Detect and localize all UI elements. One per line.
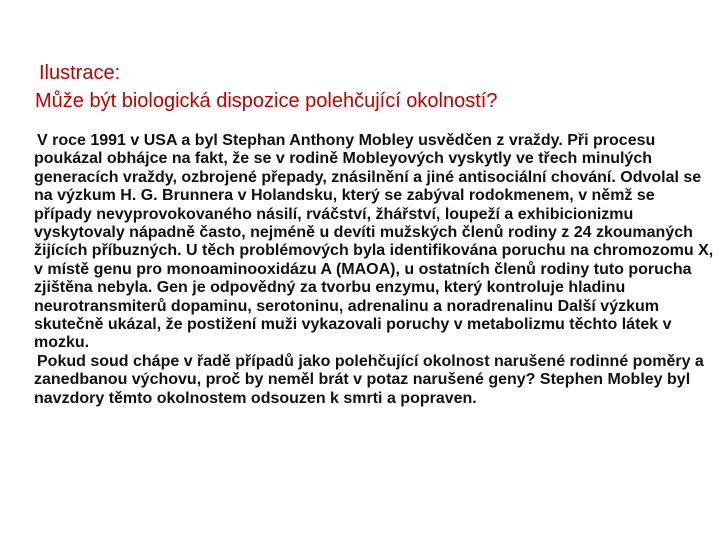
body-paragraph-case: V roce 1991 v USA a byl Stephan Anthony Mobley usvědčen z vraždy. Při procesu poukázal obhájce na fakt, že se v rodině Mobleyových vyskytly ve třech minulých generacích vraždy, ozbrojené přepady, znásilnění a jiné antisociální chování. Odvolal se na výzkum H. G. Brunnera v Holandsku, který se zabýval rodokmenem, v němž se případy nevyprovokovaného násilí, rváčství, žhářství, loupeží a exhibicionizmu vyskytovaly nápadně často, nejméně u devíti mužských členů rodiny z 24 zkoumaných žijících příbuzných. U těch problémových byla identifikována poruchu na chromozomu X, v místě genu pro monoaminooxidázu A (MAOA), u ostatních členů rodiny tuto porucha zjištěna nebyla. Gen je odpovědný za tvorbu enzymu, který kontroluje hladinu neurotransmiterů dopaminu, serotoninu, adrenalinu a noradrenalinu Další výzkum skutečně ukázal, že postižení muži vykazovali poruchy v metabolizmu těchto látek v mozku. [34,132,714,352]
slide-body [34,132,714,408]
title-label: Ilustrace: [39,62,121,84]
body-paragraph-conclusion: Pokud soud chápe v řadě případů jako polehčující okolnost narušené rodinné poměry a zanedbanou výchovu, proč by neměl brát v potaz narušené geny? Stephen Mobley byl navzdory těmto okolnostem odsouzen k smrti a popraven. [34,352,704,407]
title-question: Může být biologická dispozice polehčující okolností? [35,90,498,112]
slide-title [35,59,695,115]
